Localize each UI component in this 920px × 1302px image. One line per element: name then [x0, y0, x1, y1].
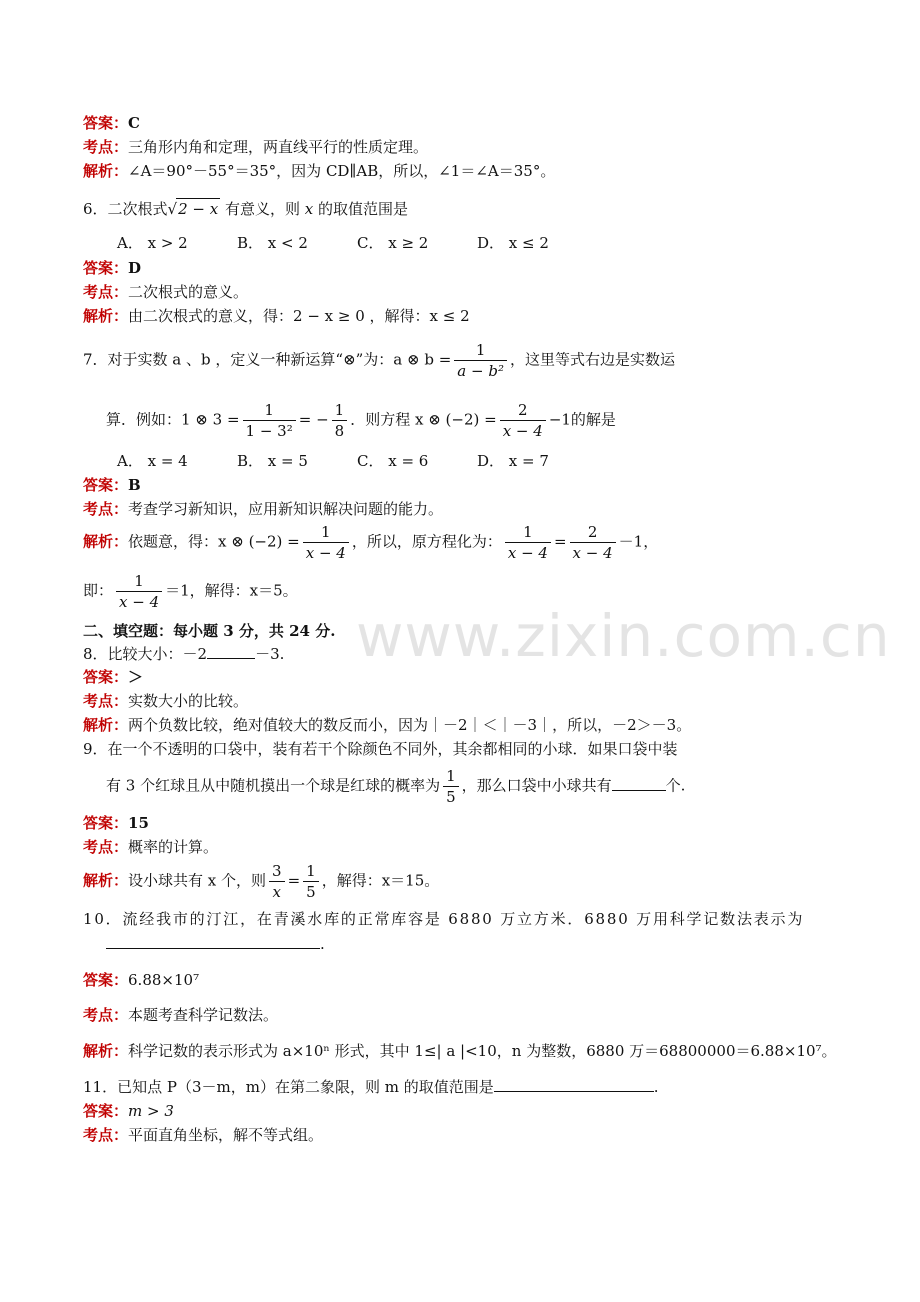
q6-option-c: C． x ≥ 2 [357, 234, 429, 252]
q7-analysis-line: 解析：依题意，得：x ⊗ (−2) = $\frac{1}{x - 4}$ ，所以，原方程化为： $\frac{1}{x - 4}$ = $\frac{2}{x - 4}$ －1， [83, 523, 659, 562]
q6-point: 二次根式的意义。 [128, 283, 249, 301]
q6-stem: 6．二次根式√2 − x 有意义，则 x 的取值范围是 [83, 200, 409, 218]
q9-point: 概率的计算。 [128, 838, 219, 856]
q5-analysis: ∠A＝90°－55°＝35°，因为 CD∥AB，所以，∠1＝∠A＝35°。 [128, 162, 556, 180]
q8-analysis: 两个负数比较，绝对值较大的数反而小，因为｜－2｜＜｜－3｜，所以，－2＞－3。 [128, 716, 692, 734]
q11-answer: m > 3 [128, 1102, 174, 1120]
q8-answer: ＞ [128, 668, 144, 686]
q11-answer-line: 答案：m > 3 [83, 1102, 174, 1120]
q8-stem: 8．比较大小：－2 －3. [83, 645, 285, 663]
q10-point: 本题考查科学记数法。 [128, 1006, 279, 1024]
q7-option-c: C． x = 6 [357, 452, 429, 470]
q7-stem-2: 算．例如：1 ⊗ 3 = $\frac{1}{\text{1 − 3²}}$ = − $\frac{1}{8}$ ．则方程 x ⊗ (−2) = $\frac{2}{x - 4}$ −1的解是 [106, 401, 616, 440]
q7-options [117, 451, 597, 471]
q6-radicand: 2 − x [178, 200, 219, 218]
q5-answer: C [128, 114, 140, 132]
q7-point-line: 考点：考查学习新知识，应用新知识解决问题的能力。 [83, 500, 444, 518]
q10-answer: 6.88×10⁷ [128, 971, 200, 989]
q10-answer-line: 答案：6.88×10⁷ [83, 971, 200, 989]
q6-answer-line: 答案：D [83, 259, 142, 277]
q5-answer-line: 答案：C [83, 114, 140, 132]
q7-option-a: A． x = 4 [117, 452, 188, 470]
q7-analysis-line-2: 即： $\frac{1}{x - 4}$ ＝1，解得：x＝5。 [83, 572, 298, 611]
q10-point-line: 考点：本题考查科学记数法。 [83, 1006, 279, 1024]
q9-answer-line: 答案：15 [83, 814, 149, 832]
q10-analysis: 科学记数的表示形式为 a×10ⁿ 形式，其中 1≤| a |<10，n 为整数，6880 万＝68800000＝6.88×10⁷。 [128, 1042, 837, 1060]
q6-option-d: D． x ≤ 2 [477, 234, 549, 252]
q8-point-line: 考点：实数大小的比较。 [83, 692, 249, 710]
q5-point: 三角形内角和定理，两直线平行的性质定理。 [128, 138, 429, 156]
q6-option-a: A． x > 2 [117, 234, 188, 252]
q7-point: 考查学习新知识，应用新知识解决问题的能力。 [128, 500, 444, 518]
q6-answer: D [128, 259, 142, 277]
q6-point-line: 考点：二次根式的意义。 [83, 283, 249, 301]
section-heading: 二、填空题：每小题 3 分，共 24 分. [83, 622, 336, 640]
q7-stem-1: 7．对于实数 a 、b ，定义一种新运算“⊗”为：a ⊗ b = $\frac{1}{\text{a − b²}}$ ，这里等式右边是实数运 [83, 341, 675, 380]
q7-def-fraction: $\frac{1}{\text{a − b²}}$ [454, 340, 507, 381]
q6-analysis-line: 解析：由二次根式的意义，得：2 − x ≥ 0 ，解得：x ≤ 2 [83, 307, 470, 325]
q6-option-b: B． x < 2 [237, 234, 308, 252]
q8-analysis-line: 解析：两个负数比较，绝对值较大的数反而小，因为｜－2｜＜｜－3｜，所以，－2＞－3。 [83, 716, 692, 734]
q6-options [117, 233, 597, 253]
q11-stem: 11．已知点 P（3－m，m）在第二象限，则 m 的取值范围是 . [83, 1078, 659, 1096]
q11-point-line: 考点：平面直角坐标，解不等式组。 [83, 1126, 324, 1144]
q6-analysis: 由二次根式的意义，得：2 − x ≥ 0 ，解得：x ≤ 2 [128, 307, 470, 325]
q11-point: 平面直角坐标，解不等式组。 [128, 1126, 324, 1144]
q7-option-d: D． x = 7 [477, 452, 549, 470]
q9-point-line: 考点：概率的计算。 [83, 838, 219, 856]
q7-answer: B [128, 476, 141, 494]
q10-stem-1: 10．流经我市的汀江，在青溪水库的正常库容是 6880 万立方米．6880 万用科学记数法表示为 [83, 910, 805, 928]
q5-point-line: 考点：三角形内角和定理，两直线平行的性质定理。 [83, 138, 429, 156]
q7-option-b: B． x = 5 [237, 452, 308, 470]
q5-analysis-line: 解析：∠A＝90°－55°＝35°，因为 CD∥AB，所以，∠1＝∠A＝35°。 [83, 162, 556, 180]
q10-analysis-line: 解析：科学记数的表示形式为 a×10ⁿ 形式，其中 1≤| a |<10，n 为整数，6880 万＝68800000＝6.88×10⁷。 [83, 1042, 837, 1060]
q10-stem-2: . [106, 934, 325, 954]
q8-answer-line: 答案：＞ [83, 668, 144, 686]
q9-analysis-line: 解析：设小球共有 x 个，则 $\frac{3}{x}$ = $\frac{1}{5}$ ，解得：x＝15。 [83, 862, 440, 901]
q9-stem-2: 有 3 个红球且从中随机摸出一个球是红球的概率为 $\frac{1}{5}$ ，那么口袋中小球共有 个. [106, 767, 686, 806]
q7-answer-line: 答案：B [83, 476, 141, 494]
q9-stem-1: 9．在一个不透明的口袋中，装有若干个除颜色不同外，其余都相同的小球．如果口袋中装 [83, 740, 678, 758]
q9-answer: 15 [128, 814, 149, 832]
q8-point: 实数大小的比较。 [128, 692, 249, 710]
watermark: www.zixin.com.cn [356, 602, 891, 670]
